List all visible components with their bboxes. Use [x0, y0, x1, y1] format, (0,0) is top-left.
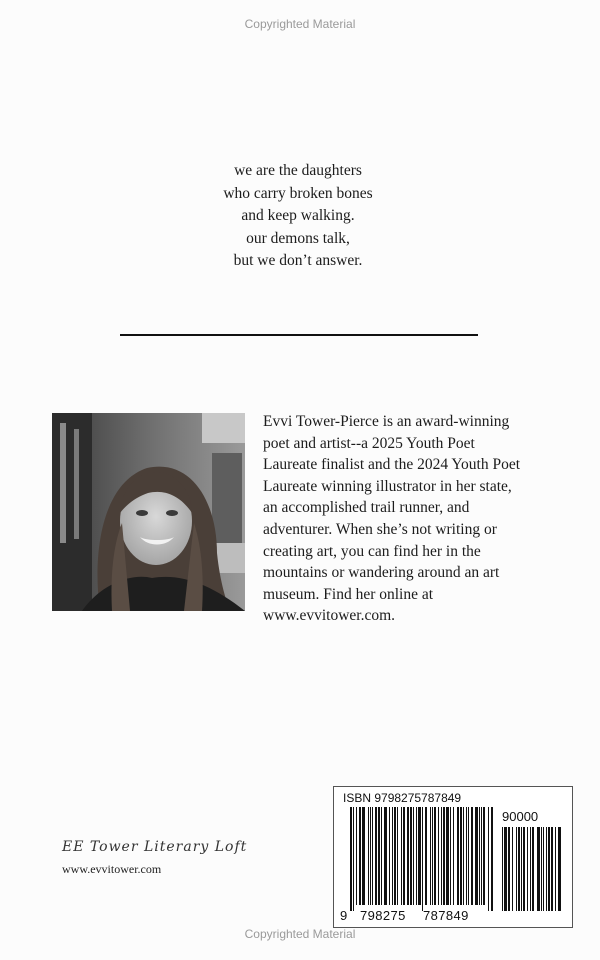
barcode-bar — [481, 807, 482, 905]
barcode-bar — [422, 807, 423, 911]
barcode-bar — [450, 807, 451, 905]
addon-bar — [541, 827, 542, 911]
barcode-bar — [375, 807, 377, 905]
addon-bar — [551, 827, 553, 911]
barcode-bars — [334, 787, 572, 927]
barcode-digits-right: 787849 — [423, 908, 469, 923]
bio-line: poet and artist--a 2025 Youth Poet — [263, 434, 475, 452]
poem-line: who carry broken bones — [223, 184, 373, 202]
isbn-label: ISBN 9798275787849 — [343, 791, 462, 805]
barcode-bar — [453, 807, 454, 905]
barcode-bar — [468, 807, 469, 905]
barcode-bar — [362, 807, 365, 905]
price-code: 90000 — [502, 809, 539, 824]
addon-bar — [532, 827, 534, 911]
bio-line: Evvi Tower-Pierce is an award-winning — [263, 413, 510, 430]
barcode-bar — [418, 807, 421, 905]
addon-bar — [546, 827, 547, 911]
barcode-bar — [430, 807, 431, 905]
barcode-digit-first: 9 — [340, 908, 348, 923]
author-bio — [263, 411, 583, 627]
barcode-bar — [378, 807, 380, 905]
barcode-bar — [479, 807, 480, 905]
barcode-bar — [441, 807, 442, 905]
addon-bar — [508, 827, 510, 911]
addon-bar — [537, 827, 540, 911]
watermark-top: Copyrighted Material — [244, 17, 356, 31]
barcode-bar — [460, 807, 462, 905]
addon-bar — [543, 827, 544, 911]
barcode-bar — [410, 807, 412, 905]
addon-bar — [523, 827, 525, 911]
addon-bar — [504, 827, 507, 911]
bio-line: adventurer. When she’s not writing or — [263, 520, 497, 538]
bio-line: www.evvitower.com. — [263, 607, 396, 625]
barcode-bar — [384, 807, 387, 905]
barcode-bar — [463, 807, 464, 905]
epigraph-poem — [0, 160, 596, 273]
barcode-bar — [403, 807, 405, 905]
barcode-bar — [471, 807, 473, 905]
watermark-bottom: Copyrighted Material — [244, 927, 356, 941]
poem-line: but we don’t answer. — [233, 252, 363, 269]
barcode-bar — [457, 807, 459, 905]
bio-line: an accomplished trail runner, and — [263, 499, 470, 517]
addon-bar — [558, 827, 561, 911]
barcode-bar — [350, 807, 352, 911]
addon-bar — [548, 827, 550, 911]
barcode-bar — [483, 807, 485, 905]
poem-line: our demons talk, — [246, 229, 350, 247]
barcode-bar — [425, 807, 427, 905]
barcode-bar — [356, 807, 357, 905]
barcode-bar — [392, 807, 393, 905]
divider-rule — [120, 334, 478, 336]
barcode-bar — [394, 807, 396, 905]
bio-line: Laureate finalist and the 2024 Youth Poet — [263, 456, 520, 474]
barcode-bar — [438, 807, 439, 905]
barcode-bar — [381, 807, 382, 905]
barcode-bar — [353, 807, 354, 911]
barcode-bar — [432, 807, 433, 905]
addon-bar — [516, 827, 517, 911]
publisher-logo: EE Tower Literary Loft — [62, 839, 248, 855]
barcode-bar — [397, 807, 398, 905]
barcode-bar — [359, 807, 361, 905]
poem-line: and keep walking. — [241, 207, 355, 224]
author-photo — [52, 413, 245, 611]
bio-line: creating art, you can find her in the — [263, 542, 481, 560]
barcode-bar — [434, 807, 436, 905]
addon-bar — [527, 827, 528, 911]
barcode-bar — [491, 807, 493, 911]
barcode-bar — [466, 807, 467, 905]
bio-line: Laureate winning illustrator in her state, — [263, 477, 512, 495]
barcode-bar — [370, 807, 371, 905]
poem-line: we are the daughters — [234, 162, 362, 179]
barcode-bar — [389, 807, 390, 905]
isbn-barcode — [333, 786, 573, 928]
bio-line: museum. Find her online at — [263, 585, 434, 603]
addon-bar — [555, 827, 556, 911]
addon-bar — [502, 827, 503, 911]
barcode-bar — [475, 807, 478, 905]
addon-bar — [530, 827, 531, 911]
barcode-bar — [443, 807, 445, 905]
barcode-bar — [488, 807, 489, 911]
barcode-bar — [416, 807, 417, 905]
barcode-digits-left: 798275 — [360, 908, 406, 923]
barcode-bar — [407, 807, 409, 905]
addon-bar — [512, 827, 513, 911]
bio-line: mountains or wandering around an art — [263, 564, 500, 582]
addon-bar — [518, 827, 520, 911]
barcode-bar — [446, 807, 449, 905]
publisher-url: www.evvitower.com — [62, 862, 162, 876]
barcode-bar — [372, 807, 373, 905]
barcode-bar — [401, 807, 402, 905]
barcode-bar — [368, 807, 369, 905]
addon-bar — [521, 827, 522, 911]
barcode-bar — [413, 807, 414, 905]
